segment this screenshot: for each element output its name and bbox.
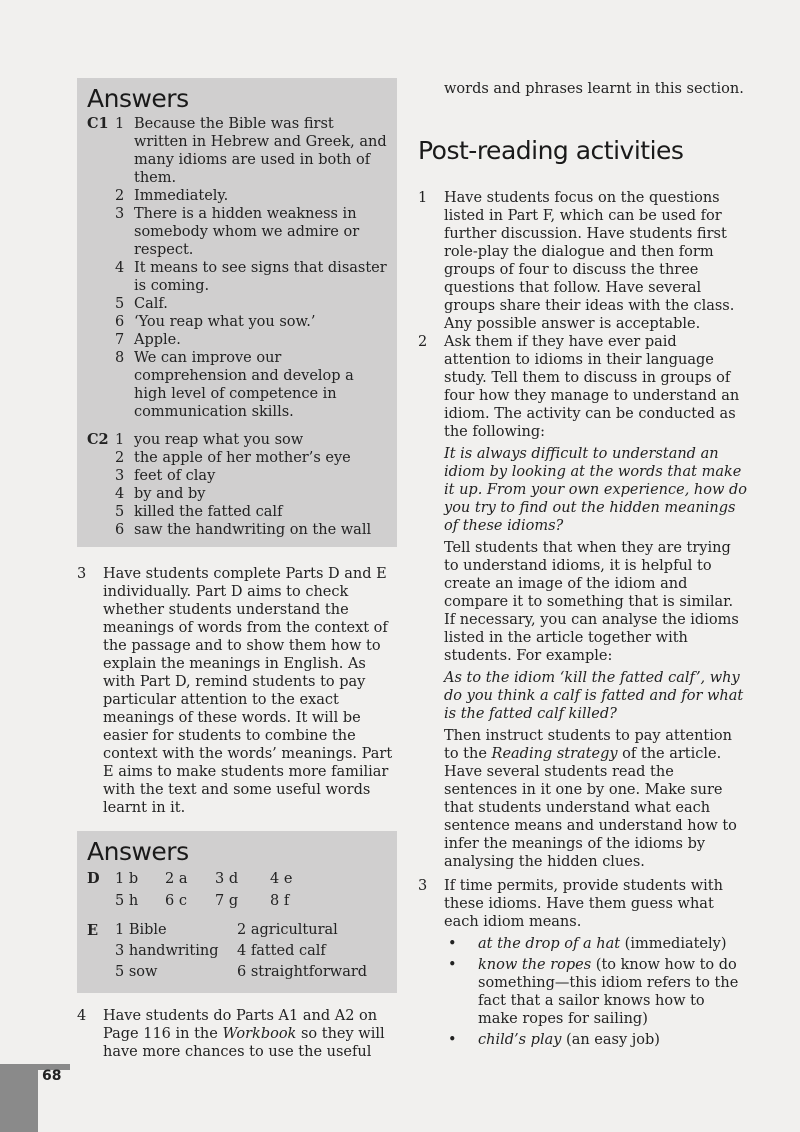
activity-1 [418,189,748,333]
e-items [115,920,387,983]
answer-cell: 5 h [115,893,139,909]
paragraph-number: 3 [77,566,87,582]
page-tab [0,1064,38,1132]
text-run: of the article. Have several students read the sentences in it one by one. Make sure that students understand what each sentence means and understand how to infer the meanings of the idioms by analysing the hidden clues. [444,746,737,870]
answer-item [115,449,387,467]
continuation-text [418,80,748,98]
answers-box-de [77,831,397,993]
answer-cell: 4 fatted calf [237,943,326,959]
answer-group-c2 [87,431,387,539]
idiom-item [444,956,748,1028]
paragraph-number: 4 [77,1008,87,1024]
paragraph-text: Ask them if they have ever paid attention to idioms in their language study. Tell them to discuss in groups of four how they manage to understand an idiom. The activity can be conducted as the following: [444,334,740,440]
answer-cell: 2 agricultural [237,922,338,938]
answer-item [115,115,387,187]
idiom-body [478,956,748,1028]
answers-title: Answers [87,84,189,113]
idiom-phrase: at the drop of a hat [478,936,621,952]
paragraph-4 [77,1007,397,1061]
answer-item [115,349,387,421]
answer-item [115,313,387,331]
answer-cell: 7 g [215,893,239,909]
idiom-body [478,935,727,953]
idiom-item [444,1031,748,1049]
e-row [115,962,387,983]
answer-number: 4 [115,486,125,502]
idiom-list [444,935,748,1049]
example-prompt: As to the idiom ‘kill the fatted calf’, why do you think a calf is fatted and for what is the fatted calf killed? [444,670,744,722]
answer-item [115,187,387,205]
discussion-prompt: It is always difficult to understand an idiom by looking at the words that make it up. From your own experience, how do you try to find out the hidden meanings of these idioms? [444,446,748,534]
answer-number: 6 [115,522,125,538]
activity-2 [418,333,748,871]
paragraph-text: Have students complete Parts D and E individually. Part D aims to check whether students understand the meanings of words from the context of the passage and to show them how to explain the meanings in English. As with Part D, remind students to pay particular attention to the exact meanings of these words. It will be easier for students to combine the context with the words’ meanings. Part E aims to make students more familiar with the text and some useful words learnt in it. [103,566,393,816]
answer-number: 3 [115,206,125,222]
answer-text: saw the handwriting on the wall [134,522,372,538]
answer-text: the apple of her mother’s eye [134,450,351,466]
idiom-meaning: (to know how to do something—this idiom refers to the fact that a sailor knows how to make ropes for sailing) [478,957,739,1027]
paragraph-body [444,333,748,871]
answer-text: by and by [134,486,206,502]
group-label: C1 [87,115,109,132]
answer-group-e [87,920,387,983]
answer-item [115,503,387,521]
answer-cell: 1 b [115,871,139,887]
answer-text: Apple. [134,332,181,348]
answer-item [115,295,387,313]
d-items [115,868,387,912]
reading-strategy-term: Reading strategy [491,746,618,762]
paragraph-number: 2 [418,334,428,350]
answer-cell: 6 c [165,893,187,909]
answer-number: 1 [115,116,125,132]
paragraph-text: words and phrases learnt in this section. [444,81,744,97]
text-run: Then instruct students to pay attention to the [444,728,732,762]
e-row [115,941,387,962]
answer-item [115,521,387,539]
answer-text: It means to see signs that disaster is coming. [134,260,387,294]
answer-cell: 5 sow [115,964,158,980]
answer-text: We can improve our comprehension and develop a high level of competence in communication skills. [134,350,354,420]
answer-item [115,467,387,485]
answers-box-c [77,78,397,547]
bullet-icon: • [448,936,457,952]
answer-number: 3 [115,468,125,484]
activity-3 [418,877,748,1049]
answer-item [115,205,387,259]
left-column [77,78,397,1061]
paragraph-text: Tell students that when they are trying to understand idioms, it is helpful to create an image of the idiom and compare it to something that is similar. If necessary, you can analyse the idioms listed in the article together with students. For example: [444,540,739,664]
answer-cell: 6 straightforward [237,964,368,980]
answer-number: 8 [115,350,125,366]
idiom-meaning: (an easy job) [561,1032,660,1048]
bullet-icon: • [448,957,457,973]
answer-text: you reap what you sow [134,432,304,448]
idiom-phrase: child’s play [478,1032,562,1048]
answer-number: 7 [115,332,125,348]
answer-text: Because the Bible was first written in Hebrew and Greek, and many idioms are used in both of them. [134,116,387,186]
right-column [418,80,748,1049]
c1-items [115,115,387,421]
text-run: so they will have more chances to use the useful [103,1026,385,1060]
answer-cell: 1 Bible [115,922,167,938]
answer-text: feet of clay [134,468,216,484]
idiom-meaning: (immediately) [620,936,727,952]
workbook-title: Workbook [222,1026,297,1042]
answer-cell: 2 a [165,871,188,887]
paragraph-text: If time permits, provide students with these idioms. Have them guess what each idiom means. [444,878,723,930]
answer-number: 6 [115,314,125,330]
paragraph-3 [77,565,397,817]
answer-text: ‘You reap what you sow.’ [134,314,316,330]
answer-cell: 3 d [215,871,239,887]
answer-item [115,431,387,449]
answer-text: Calf. [134,296,168,312]
answer-cell: 4 e [270,871,293,887]
answer-item [115,331,387,349]
answer-item [115,259,387,295]
group-label: C2 [87,431,109,448]
paragraph-text [444,727,748,871]
paragraph-body [444,877,748,1049]
answer-text: Immediately. [134,188,229,204]
answer-cell: 3 handwriting [115,943,219,959]
answer-number: 2 [115,188,125,204]
answer-number: 5 [115,296,125,312]
paragraph-text [103,1007,397,1061]
page-number: 68 [42,1068,62,1084]
paragraph-text: Have students focus on the questions listed in Part F, which can be used for further discussion. Have students first role-play the dialogue and then form groups of four to discuss the three questions that follow. Have several groups share their ideas with the class. Any possible answer is acceptable. [444,190,735,332]
idiom-body [478,1031,660,1049]
section-title: Post-reading activities [418,136,684,165]
answer-text: killed the fatted calf [134,504,283,520]
idiom-item [444,935,748,953]
e-row [115,920,387,941]
group-label: D [87,870,100,887]
answers-title: Answers [87,837,189,866]
c2-items [115,431,387,539]
group-label: E [87,922,99,939]
bullet-icon: • [448,1032,457,1048]
answer-text: There is a hidden weakness in somebody whom we admire or respect. [134,206,360,258]
answer-group-c1 [87,115,387,421]
answer-cell: 8 f [270,893,290,909]
answer-number: 1 [115,432,125,448]
answer-number: 2 [115,450,125,466]
text-run: Have students do Parts A1 and A2 on Page 116 in the [103,1008,378,1042]
d-row [115,890,387,912]
paragraph-number: 3 [418,878,428,894]
answer-item [115,485,387,503]
idiom-phrase: know the ropes [478,957,592,973]
answer-number: 4 [115,260,125,276]
answer-number: 5 [115,504,125,520]
paragraph-number: 1 [418,190,428,206]
d-row [115,868,387,890]
answer-group-d [87,868,387,912]
